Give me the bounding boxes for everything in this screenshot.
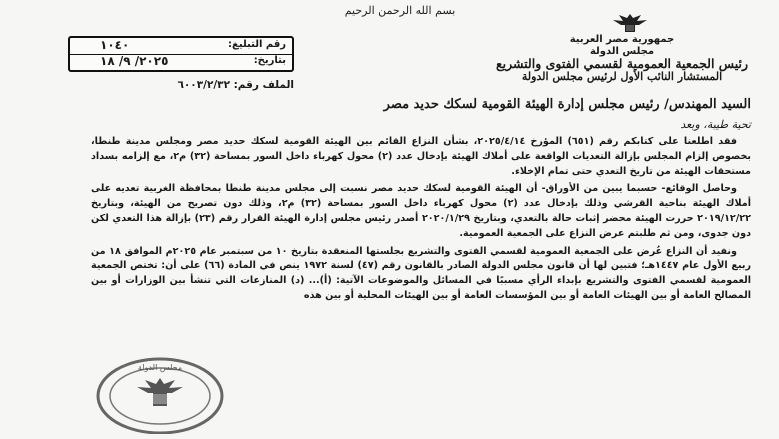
- notification-date-value: ٢٠٢٥/ ٩/ ١٨: [100, 54, 169, 68]
- file-number-label: الملف رقم:: [233, 79, 294, 91]
- letterhead: [487, 34, 757, 84]
- letterhead-council: مجلس الدولة: [589, 45, 655, 57]
- notification-number-label: رقم التبليغ:: [228, 39, 286, 50]
- letterhead-head-title: رئيس الجمعية العمومية لقسمي الفتوى والتشريع: [495, 56, 749, 71]
- letterhead-deputy-title: المستشار النائب الأول لرئيس مجلس الدولة: [521, 70, 723, 84]
- letterhead-country: جمهورية مصر العربية: [569, 34, 675, 45]
- notification-number-value: ١٠٤٠: [100, 38, 130, 52]
- basmala: بسم الله الرحمن الرحيم: [344, 4, 456, 17]
- paragraph: فقد اطلعنا على كتابكم رقم (٦٥١) المؤرخ ٢٠٢٥/٤/١٤، بشأن النزاع القائم بين الهيئة القومية لسكك حديد مصر ومجلس مدينة طنطا، بخصوص إلزام المجلس بإزالة التعديات الواقعة على أملاك الهيئة بإدخال عدد (٢) محول كهرباء داخل السور بمساحة (٣٢) م٢، مع إلزامه بسداد مستحقات الهيئة من تاريخ التعدي حتى تمام الإخلاء.: [91, 136, 751, 177]
- paragraph: ونفيد أن النزاع عُرض على الجمعية العمومية لقسمي الفتوى والتشريع بجلستها المنعقدة بتاريخ ١٠ من سبتمبر عام ٢٠٢٥م الموافق ١٨ من ربيع الأول عام ١٤٤٧هـ؛ فتبين لها أن قانون مجلس الدولة الصادر بالقانون رقم (٤٧) لسنة ١٩٧٢ ينص في المادة (٦٦) على أن: تختص الجمعية العمومية لقسمي الفتوى والتشريع بإبداء الرأي مسببًا في المسائل والموضوعات الآتية: (أ)... (د) المنازعات التي تنشأ بين الوزارات أو بين المصالح العامة أو بين الهيئات العامة أو بين المؤسسات العامة أو بين الهيئات المحلية أو بين هذه: [91, 245, 751, 301]
- greeting: تحية طيبة، وبعد: [680, 118, 751, 131]
- official-seal: [95, 356, 225, 434]
- paragraph: وحاصل الوقائع- حسبما يبين من الأوراق- أن الهيئة القومية لسكك حديد مصر نسبت إلى مجلس مدينة طنطا بمحافظة الغربية تعديه على أملاك الهيئة بناحية القرشي وذلك بإدخال عدد (٢) محول كهرباء داخل السور بمساحة (٣٢) م٢، وذلك دون تصريح من الهيئة، وبتاريخ ٢٠١٩/١٢/٢٢ حررت الهيئة محضر إثبات حالة بالتعدي، وبتاريخ ٢٠٢٠/١/٢٩ أصدر رئيس مجلس إدارة الهيئة القرار رقم (٢٣) بإزالة هذا التعدي لكن دون جدوى، ومن ثم طلبتم عرض النزاع على الجمعية العمومية.: [91, 183, 751, 239]
- file-number-value: ٦٠٠٣/٢/٣٢: [177, 79, 230, 91]
- addressee: السيد المهندس/ رئيس مجلس إدارة الهيئة القومية لسكك حديد مصر: [383, 97, 751, 112]
- notification-date-label: بتاريخ:: [253, 55, 286, 66]
- letter-body: [91, 135, 751, 307]
- seal-text: مجلس الدولة: [137, 363, 183, 372]
- eagle-crest-icon: [611, 12, 649, 36]
- notification-box: [68, 36, 294, 72]
